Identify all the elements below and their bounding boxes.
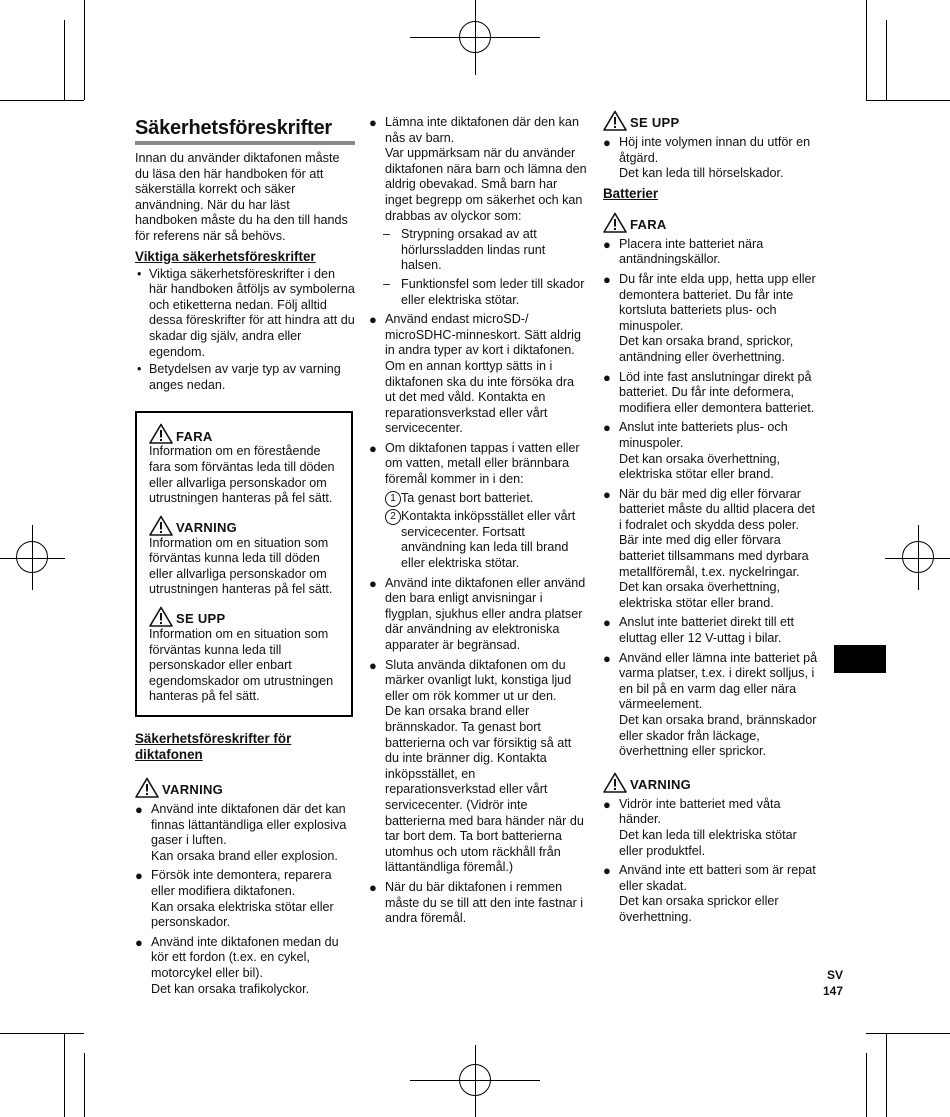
warning-triangle-icon (149, 515, 173, 536)
list-item: ● Använd endast microSD-/ microSDHC-minneskort. Sätt aldrig in andra typer av kort i diktafonen. Om en annan korttyp sätts in i diktafonen ska du inte försöka dra ut det med våld. Kontakta en reparationsverkstad eller vårt servicecenter. (369, 312, 581, 436)
column-1 (135, 116, 355, 997)
seupp-heading: SE UPP (603, 110, 818, 131)
heading-batteries: Batterier (603, 185, 659, 201)
warning-triangle-icon (603, 110, 627, 131)
list-item: ● Vidrör inte batteriet med våta händer. Det kan leda till elektriska stötar eller produktfel. (603, 796, 797, 858)
varning-heading: VARNING (603, 772, 818, 793)
list-item: ● Anslut inte batteriets plus- och minuspoler. Det kan orsaka överhettning, elektriska stötar eller brand. (603, 420, 788, 482)
varning-heading: VARNING (135, 777, 355, 798)
list-item: ● Sluta använda diktafonen om du märker ovanligt lukt, konstiga ljud eller om rök kommer ut ur den. De kan orsaka brand eller brännskador. Ta genast bort batterierna och var försiktig så att du inte bränner dig. Kontakta inköpsstället, en reparationsverkstad eller vårt servicecenter. (Vidrör inte batterierna med bara händer när du tar bort dem. Ta bort batterierna utomhus och utom räckhåll från lättantändliga föremål.) (369, 657, 584, 875)
list-item: ● Anslut inte batteriet direkt till ett eluttag eller 12 V-uttag i bilar. (603, 615, 794, 646)
list-item: ● Höj inte volymen innan du utför en åtgärd. Det kan leda till hörselskador. (603, 135, 811, 181)
column-3 (603, 110, 818, 926)
warning-triangle-icon (149, 423, 173, 444)
list-item: ● Placera inte batteriet nära antändningskällor. (603, 236, 764, 267)
dash-item: – Funktionsfel som leder till skador eller elektriska stötar. (383, 276, 585, 307)
page-title: Säkerhetsföreskrifter (135, 116, 355, 145)
fara-heading: FARA (149, 423, 339, 444)
list-item: ● Löd inte fast anslutningar direkt på batteriet. Du får inte deformera, modifiera eller demontera batteriet. (603, 369, 815, 415)
list-item: ● Använd inte diktafonen där det kan finnas lättantändliga eller explosiva gaser i luften. Kan orsaka brand eller explosion. (135, 802, 347, 863)
section-tab (834, 645, 886, 673)
warning-triangle-icon (135, 777, 159, 798)
page-footer (823, 967, 843, 999)
list-item: • Viktiga säkerhetsföreskrifter i den här handboken åtföljs av symbolerna och etiketterna nedan. Följ alltid dessa föreskrifter för att hindra att du skadar dig själv, andra eller egendom. (137, 266, 355, 359)
list-item: ● När du bär diktafonen i remmen måste du se till att den inte fastnar i andra föremål. (369, 879, 584, 926)
legend-text: Information om en situation som förväntas kunna leda till döden eller allvarliga personskador om utrustningen hanteras på fel sätt. (149, 535, 333, 597)
language-code: SV (826, 968, 843, 982)
varning-heading: VARNING (149, 515, 339, 536)
warning-legend-box (135, 411, 353, 717)
column-2 (369, 115, 587, 927)
list-item: • Betydelsen av varje typ av varning anges nedan. (137, 362, 341, 392)
list-item: ● Försök inte demontera, reparera eller modifiera diktafonen. Kan orsaka elektriska stötar eller personskador. (135, 868, 334, 930)
list-item: ● Du får inte elda upp, hetta upp eller demontera batteriet. Du får inte kortsluta batteriets plus- och minuspoler. Det kan orsaka brand, sprickor, antändning eller överhettning. (603, 271, 816, 364)
legend-text: Information om en situation som förväntas kunna leda till personskador eller enbart egendomskador om utrustningen hanteras på fel sätt. (149, 627, 334, 704)
list-item: ● Om diktafonen tappas i vatten eller om vatten, metall eller brännbara föremål kommer in i den: (369, 440, 580, 487)
list-item: ● Använd inte diktafonen eller använd den bara enligt anvisningar i flygplan, sjukhus eller andra platser där användning av elektroniska apparater är begränsad. (369, 575, 586, 652)
page-number: 147 (823, 984, 844, 998)
list-item: ● Använd inte ett batteri som är repat eller skadat. Det kan orsaka sprickor eller överhettning. (603, 863, 816, 924)
fara-heading: FARA (603, 212, 818, 233)
list-item: ● Använd inte diktafonen medan du kör ett fordon (t.ex. en cykel, motorcykel eller bil). Det kan orsaka trafikolyckor. (135, 934, 339, 996)
numbered-step: 2 Kontakta inköpsstället eller vårt servicecenter. Fortsatt användning kan leda till brand eller elektriska stötar. (369, 509, 587, 571)
list-item: ● Använd eller lämna inte batteriet på varma platser, t.ex. i direkt solljus, i en bil på en varm dag eller nära värmeelement. Det kan orsaka brand, brännskador eller skador från läckage, överhettning eller sprickor. (603, 650, 818, 759)
intro-text: Innan du använder diktafonen måste du läsa den här handboken för att säkerställa korrekt och säker användning. När du har läst handboken måste du ha den till hands för referens när så behövs. (135, 151, 348, 243)
heading-dictaphone: Säkerhetsföreskrifter för diktafonen (135, 731, 292, 763)
warning-triangle-icon (149, 606, 173, 627)
list-item: ● Lämna inte diktafonen där den kan nås av barn. Var uppmärksam när du använder diktafonen nära barn och lämna den aldrig obevakad. Små barn har inget begrepp om säkerhet och kan drabbas av olyckor som: (369, 115, 587, 223)
warning-triangle-icon (603, 212, 627, 233)
list-item: ● När du bär med dig eller förvarar batteriet måste du alltid placera det i fodralet och skydda dess poler. Bär inte med dig eller förvara batteriet tillsammans med dyrbara metallföremål, t.ex. nyckelringar. Det kan orsaka överhettning, elektriska stötar eller brand. (603, 486, 816, 610)
warning-triangle-icon (603, 772, 627, 793)
numbered-step: 1 Ta genast bort batteriet. (369, 491, 587, 507)
heading-important: Viktiga säkerhetsföreskrifter (135, 248, 316, 264)
legend-text: Information om en förestående fara som förväntas leda till döden eller allvarliga personskador om utrustningen hanteras på fel sätt. (149, 444, 335, 506)
seupp-heading: SE UPP (149, 606, 339, 627)
dash-item: – Strypning orsakad av att hörlurssladden lindas runt halsen. (383, 227, 546, 273)
